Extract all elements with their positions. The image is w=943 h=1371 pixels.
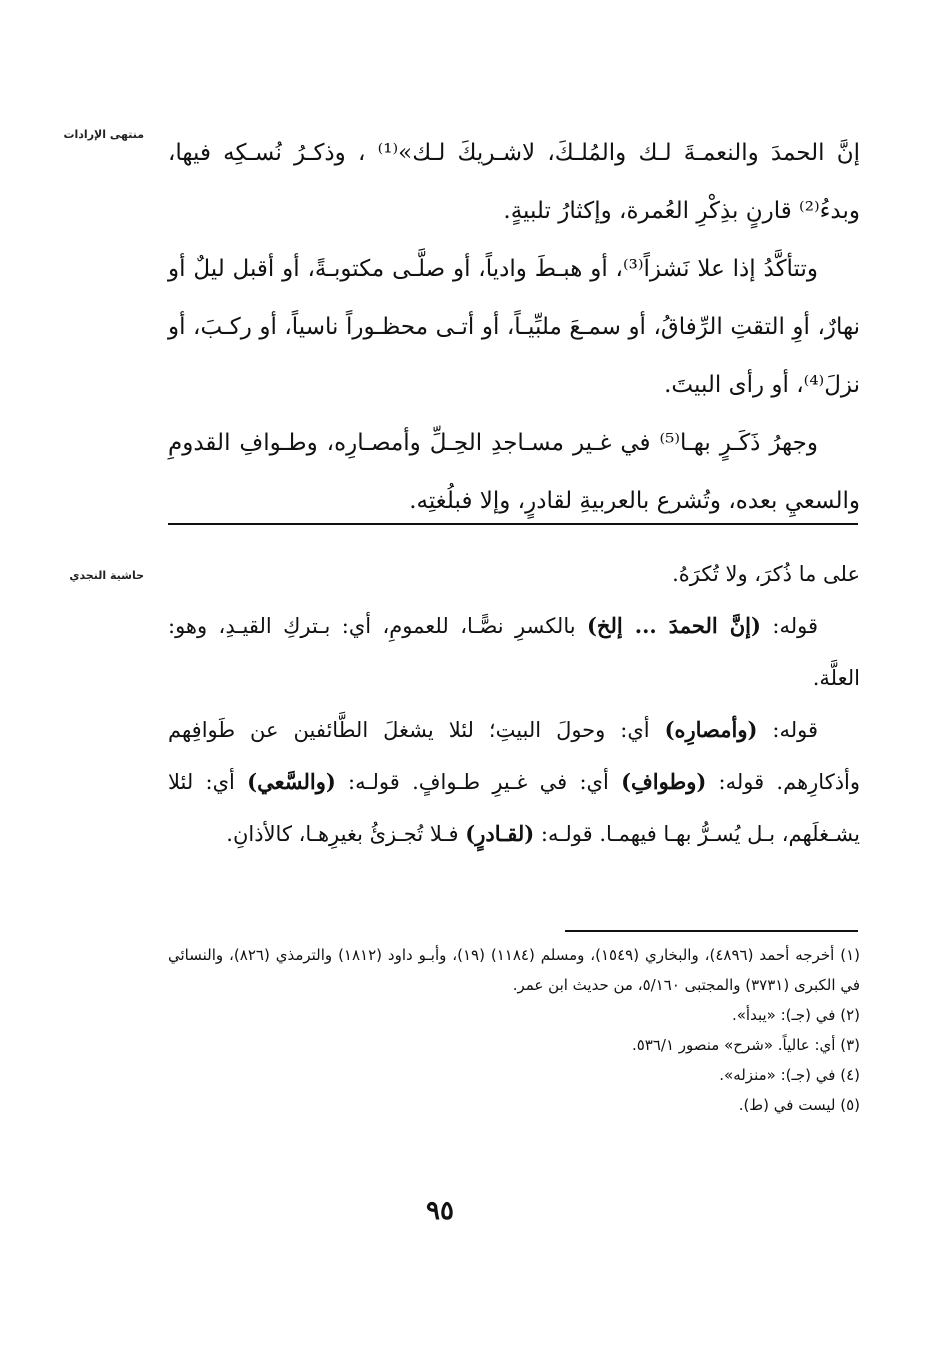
footnote-4: (٤) في (جـ): «منزله». (719, 1066, 860, 1084)
footnote-2: (٢) في (جـ): «يبدأ». (731, 1006, 860, 1024)
footnotes (168, 940, 860, 1120)
footnote-5: (٥) ليست في (ط). (738, 1096, 860, 1114)
commentary-text-span: بالكسرِ نصًّـا، للعمومِ، أي: بـتركِ القيـدِ، وهو: العلَّة. (168, 614, 860, 690)
side-label-main: منتهى الإرادات (63, 128, 144, 141)
commentary-text-span: أي: وحولَ البيتِ؛ لئلا يشغلَ الطَّائفين عن طَوافِهم وأذكارِهم. قوله: (168, 718, 861, 794)
commentary-text-span: فـلا تُجـزئُ بغيرِهـا، كالأذانِ. (226, 822, 466, 846)
commentary-text (168, 548, 860, 860)
main-divider (168, 523, 858, 525)
commentary-paragraph-1: على ما ذُكرَ، ولا تُكرَهُ. (672, 562, 860, 586)
commentary-lemma: (والسَّعي) (247, 769, 336, 794)
footnote-1: (١) أخرجه أحمد (٤٨٩٦)، والبخاري (١٥٤٩)، ومسلم (١١٨٤) (١٩)، وأبـو داود (١٨١٢) والترمذي (٨٢٦)، والنسائي في الكبرى (٣٧٣١) والمجتبى ٥/١٦٠، من حديث ابن عمر. (168, 946, 860, 994)
commentary-text-span: قوله: (757, 718, 818, 742)
main-paragraph-1: إنَّ الحمدَ والنعمـةَ لـك والمُلـكَ، لاشـريكَ لـك»⁽¹⁾ ، وذكـرُ نُسـكِه فيها، وبدءُ⁽²⁾ قارنٍ بذِكْرِ العُمرة، وإكثارُ تلبيةٍ. (168, 140, 861, 224)
commentary-paragraph-2 (168, 600, 860, 704)
footnotes-divider (565, 930, 858, 932)
main-paragraph-2: وتتأكَّدُ إذا علا نَشزاً⁽³⁾، أو هبـطَ وادياً، أو صلَّـى مكتوبـةً، أو أقبل ليلٌ أو نهارٌ، أوِ التقتِ الرِّفاقُ، أو سمـعَ ملبِّيـاً، أو أتـى محظـوراً ناسياً، أو ركـبَ، أو نزلَ⁽⁴⁾، أو رأى البيتَ. (168, 256, 860, 398)
commentary-text-span: أي: في غـيرِ طـوافٍ. قولـه: (335, 770, 622, 794)
commentary-text-span: قوله: (760, 614, 818, 638)
commentary-text-span: أي: لئلا يشـغلَهم، بـل يُسـرُّ بهـا فيهمـا. قولـه: (168, 770, 860, 846)
footnote-3: (٣) أي: عالياً. «شرح» منصور ٥٣٦/١. (631, 1036, 860, 1054)
page-number: ٩٥ (426, 1196, 454, 1226)
commentary-paragraph-3 (168, 704, 860, 860)
side-label-hashiya: حاشية النجدي (69, 569, 144, 582)
main-paragraph-3: وجهرُ ذَكَـرٍ بهـا⁽⁵⁾ في غـير مسـاجدِ الحِـلِّ وأمصـارِه، وطـوافِ القدومِ والسعيِ بعده، وتُشرع بالعربيةِ لقادرٍ، وإلا فبلُغتِه. (168, 430, 860, 514)
commentary-lemma: (وأمصارِه) (664, 717, 758, 742)
commentary-lemma: (لقـادرٍ) (465, 821, 535, 846)
commentary-lemma: (إنَّ الحمدَ ... إلخ) (586, 613, 761, 638)
commentary-lemma: (وطوافِ) (621, 769, 707, 794)
main-text (168, 124, 860, 530)
